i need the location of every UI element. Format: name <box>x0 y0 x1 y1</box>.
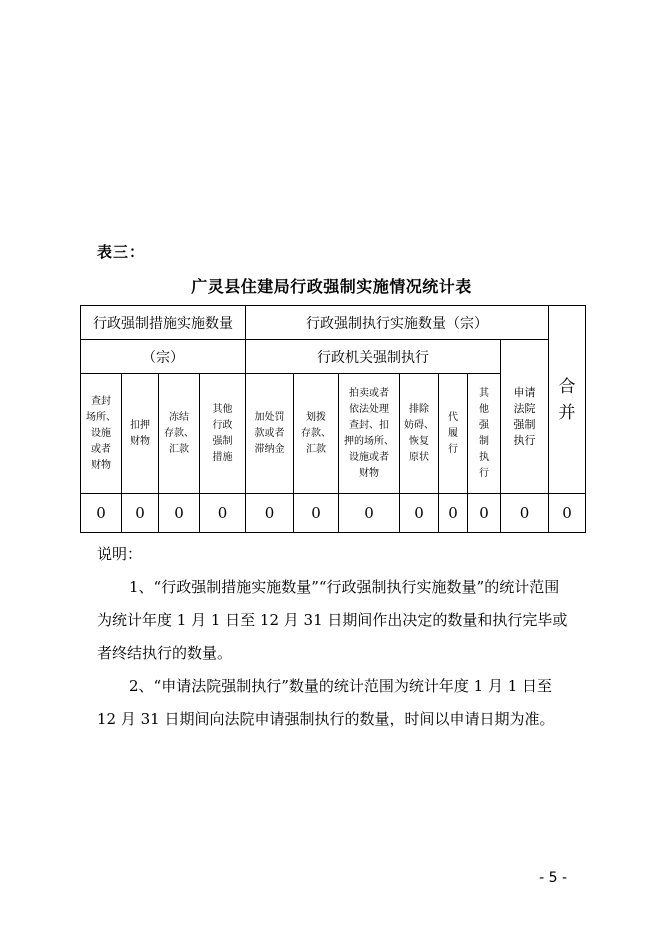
header-other-measures-cell: 其他 行政 强制 措施 <box>200 374 246 494</box>
value-cell: 0 <box>549 494 586 533</box>
statistics-table <box>80 305 586 533</box>
value-cell: 0 <box>501 494 549 533</box>
header-other-enforcement-cell: 其 他 强 制 执 行 <box>468 374 501 494</box>
value-cell: 0 <box>439 494 468 533</box>
value-cell: 0 <box>294 494 339 533</box>
header-detain-cell: 扣押 财物 <box>122 374 159 494</box>
note-item-1: 1、“行政强制措施实施数量”“行政强制执行实施数量”的统计范围为统计年度 1 月 1 日至 12 月 31 日期间作出决定的数量和执行完毕或者终结执行的数量。 <box>97 578 568 662</box>
header-penalty-cell: 加处罚 款或者 滞纳金 <box>246 374 294 494</box>
page-number: - 5 - <box>539 870 567 886</box>
value-cell: 0 <box>159 494 200 533</box>
value-cell: 0 <box>200 494 246 533</box>
notes-heading: 说明： <box>97 545 143 563</box>
header-auction-cell: 拍卖或者 依法处理 查封、扣 押的场所、 设施或者 财物 <box>339 374 400 494</box>
value-cell: 0 <box>400 494 439 533</box>
header-measures-unit: （宗） <box>81 340 246 374</box>
header-transfer-cell: 划拨 存款、 汇款 <box>294 374 339 494</box>
header-enforcement-count: 行政强制执行实施数量（宗） <box>246 306 549 340</box>
table-title: 广灵县住建局行政强制实施情况统计表 <box>191 277 472 296</box>
value-cell: 0 <box>122 494 159 533</box>
header-freeze-cell: 冻结 存款、 汇款 <box>159 374 200 494</box>
table-row <box>81 494 586 533</box>
value-cell: 0 <box>81 494 122 533</box>
header-substitute-cell: 代 履 行 <box>439 374 468 494</box>
header-total: 合 并 <box>549 306 586 494</box>
header-agency-enforcement: 行政机关强制执行 <box>246 340 501 374</box>
value-cell: 0 <box>246 494 294 533</box>
header-seal-cell: 查封 场所、 设施 或者 财物 <box>81 374 122 494</box>
table-label: 表三： <box>97 243 146 261</box>
value-cell: 0 <box>468 494 501 533</box>
header-measures-count: 行政强制措施实施数量 <box>81 306 246 340</box>
value-cell: 0 <box>339 494 400 533</box>
header-remove-obstruction-cell: 排除 妨碍、 恢复 原状 <box>400 374 439 494</box>
notes-section <box>97 538 571 736</box>
note-item-2: 2、“申请法院强制执行”数量的统计范围为统计年度 1 月 1 日至 12 月 31 日期间向法院申请强制执行的数量，时间以申请日期为准。 <box>97 677 555 728</box>
header-court-enforcement: 申请 法院 强制 执行 <box>501 340 549 494</box>
